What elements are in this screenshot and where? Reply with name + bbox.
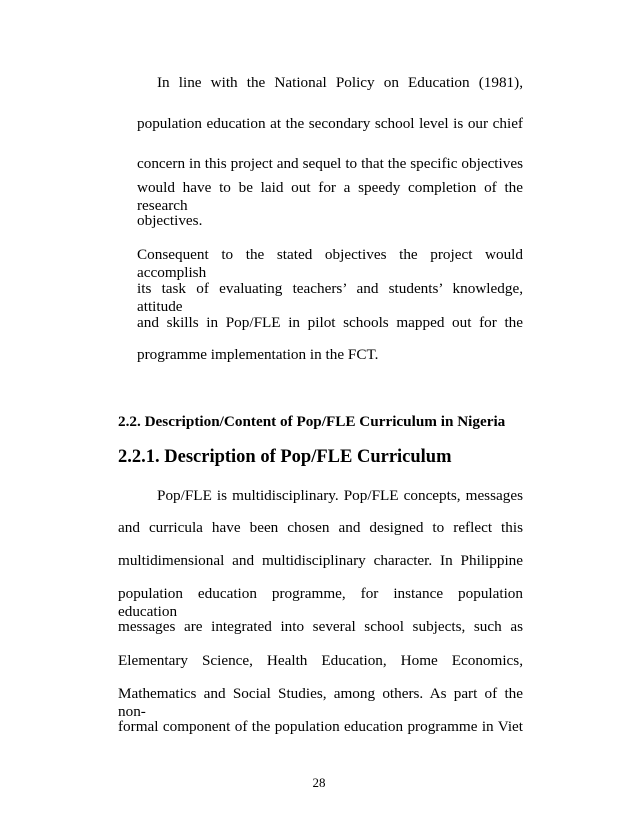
paragraph-line: multidimensional and multidisciplinary character. In Philippine [118,552,523,569]
paragraph-line: Mathematics and Social Studies, among others. As part of the non- [118,685,523,720]
paragraph-line: In line with the National Policy on Education (1981), [157,74,523,91]
paragraph-line: Consequent to the stated objectives the project would accomplish [137,246,523,281]
paragraph-line: objectives. [137,212,203,229]
paragraph-line: Elementary Science, Health Education, Home Economics, [118,652,523,669]
paragraph-line: population education at the secondary school level is our chief [137,115,523,132]
paragraph-line: would have to be laid out for a speedy completion of the research [137,179,523,214]
paragraph-line: its task of evaluating teachers’ and students’ knowledge, attitude [137,280,523,315]
paragraph-line: formal component of the population education programme in Viet [118,718,523,735]
paragraph-line: population education programme, for instance population education [118,585,523,620]
page-number: 28 [312,775,326,790]
paragraph-line: Pop/FLE is multidisciplinary. Pop/FLE concepts, messages [157,487,523,504]
paragraph-line: concern in this project and sequel to that the specific objectives [137,155,523,172]
paragraph-line: and curricula have been chosen and designed to reflect this [118,519,523,536]
paragraph-line: messages are integrated into several school subjects, such as [118,618,523,635]
section-heading: 2.2. Description/Content of Pop/FLE Curriculum in Nigeria [118,413,506,430]
paragraph-line: programme implementation in the FCT. [137,346,379,363]
subsection-heading: 2.2.1. Description of Pop/FLE Curriculum [118,447,452,467]
paragraph-line: and skills in Pop/FLE in pilot schools mapped out for the [137,314,523,331]
